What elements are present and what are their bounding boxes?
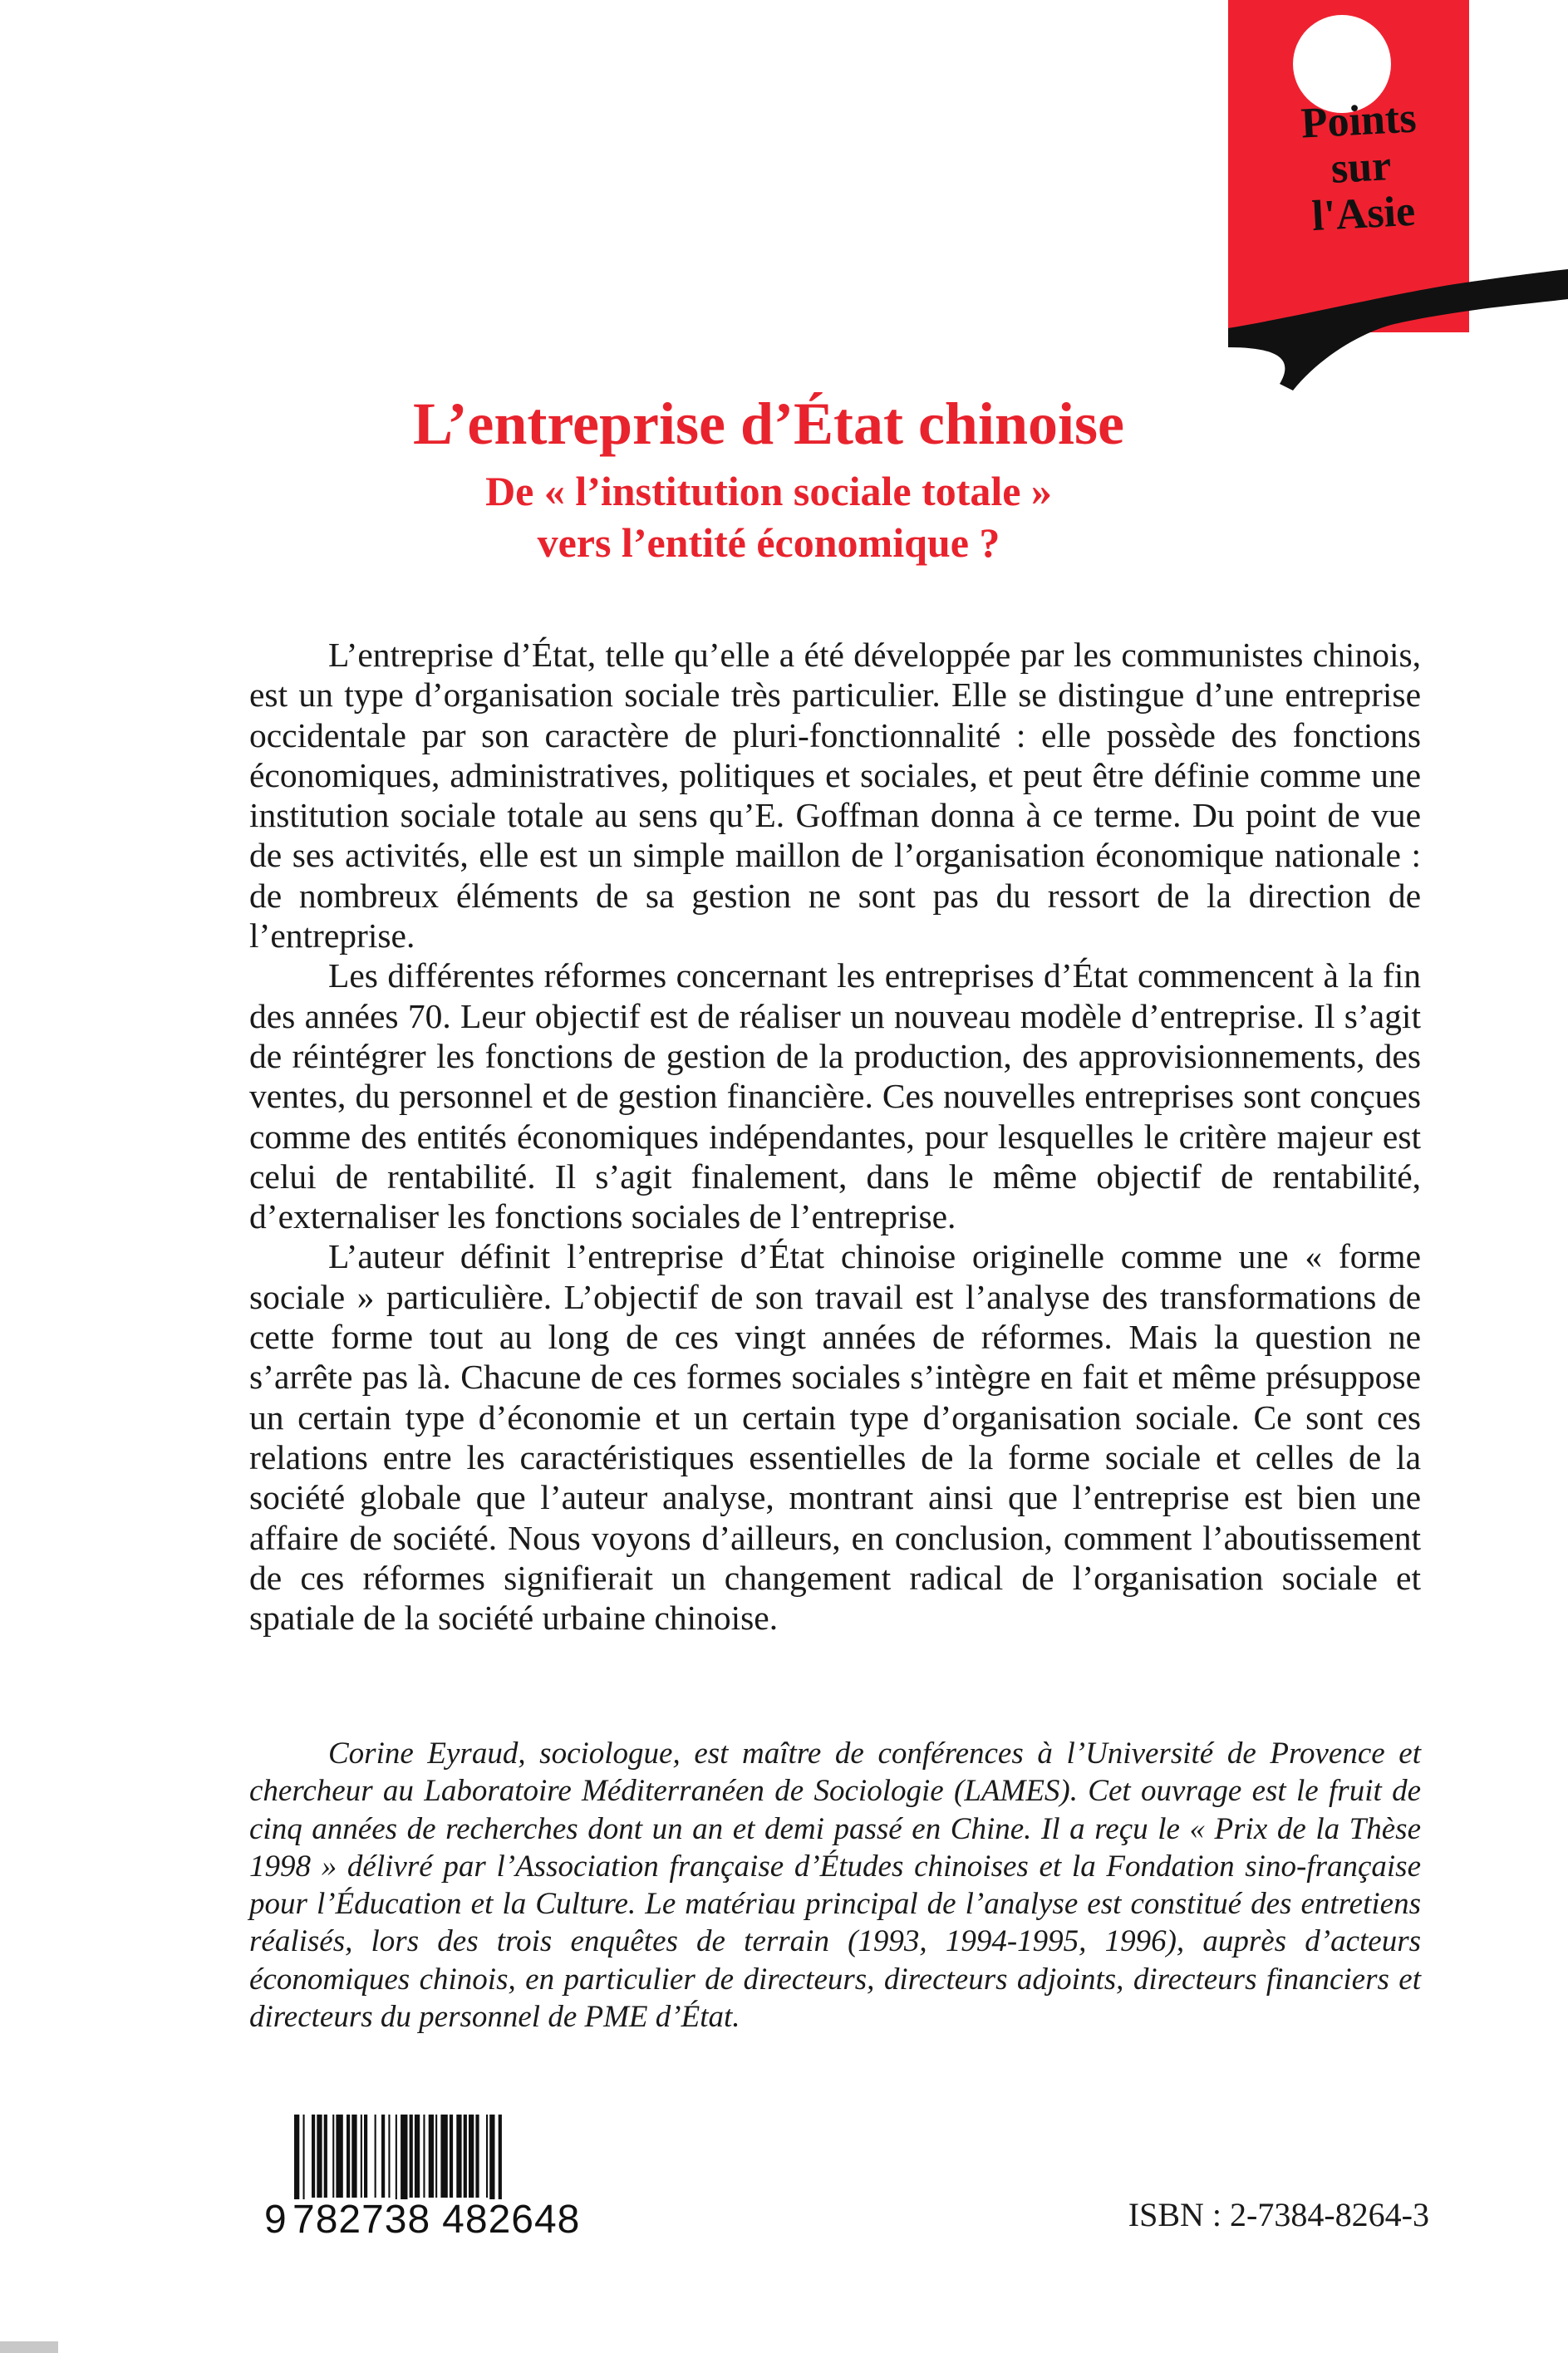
barcode-bar [475, 2115, 479, 2198]
barcode-bar [396, 2115, 397, 2206]
summary-paragraph: L’auteur définit l’entreprise d’État chinoise originelle comme une « forme sociale » particulière. L’objectif de son travail est l’analyse des transformations de cette forme tout au long de ces vingt années de réformes. Mais la question ne s’arrête pas là. Chacune de ces formes sociales s’intègre en fait et même présuppose un certain type d’économie et un certain type d’organisation sociale. Ce sont ces relations entre les caractéristiques essentielles de la forme sociale et celles de la société globale que l’auteur analyse, montrant ainsi que l’entreprise est bien une affaire de société. Nous voyons d’ailleurs, en conclusion, comment l’aboutissement de ces réformes signifierait un changement radical de l’organisation sociale et spatiale de la société urbaine chinoise. [249, 1237, 1421, 1638]
author-bio-text: Corine Eyraud, sociologue, est maître de conférences à l’Université de Provence et chercheur au Laboratoire Méditerranéen de Sociologie (LAMES). Cet ouvrage est le fruit de cinq années de recherches dont un an et demi passé en Chine. Il a reçu le « Prix de la Thèse 1998 » délivré par l’Association française d’Études chinoises et la Fondation sino-française pour l’Éducation et la Culture. Le matériau principal de l’analyse est constitué des entretiens réalisés, lors des trois enquêtes de terrain (1993, 1994-1995, 1996), auprès d’acteurs économiques chinois, en particulier de directeurs, directeurs adjoints, directeurs financiers et directeurs du personnel de PME d’État. [249, 1737, 1421, 2035]
barcode-right-group: 482648 [442, 2198, 581, 2242]
barcode-bar [401, 2115, 407, 2206]
barcode-bar [294, 2115, 299, 2206]
barcode-bar [450, 2115, 453, 2198]
barcode-bar [435, 2115, 437, 2198]
summary-paragraph: Les différentes réformes concernant les entreprises d’État commencent à la fin des années 70. Leur objectif est de réaliser un nouveau modèle d’entreprise. Il s’agit de réintégrer les fonctions de gestion de la production, des approvisionnements, des ventes, du personnel et de gestion financière. Ces nouvelles entreprises sont conçues comme des entités économiques indépendantes, pour lesquelles le critère majeur est celui de rentabilité. Il s’agit finalement, dans le même objectif de rentabilité, d’externaliser les fonctions sociales de l’entreprise. [249, 956, 1421, 1236]
barcode-bar [429, 2115, 434, 2198]
summary-text [249, 635, 1421, 1638]
barcode-bar [440, 2115, 447, 2198]
barcode-bar [361, 2115, 362, 2198]
brush-stroke-icon [1228, 0, 1568, 399]
barcode-bar [375, 2115, 376, 2198]
barcode-bar [410, 2115, 413, 2198]
barcode-bar [464, 2115, 467, 2198]
barcode-lead-digit: 9 [264, 2198, 288, 2242]
page-corner-mark [0, 2341, 58, 2353]
barcode-bar [347, 2115, 350, 2198]
barcode-bar [336, 2115, 342, 2198]
book-title: L’entreprise d’État chinoise [413, 391, 1124, 457]
book-title-block [316, 389, 1221, 568]
author-bio [249, 1735, 1421, 2036]
book-subtitle-line-2: vers l’entité économique ? [537, 519, 1000, 566]
summary-paragraph: L’entreprise d’État, telle qu’elle a été développée par les communistes chinois, est un type d’organisation sociale très particulier. Elle se distingue d’une entreprise occidentale par son caractère de pluri-fonctionnalité : elle possède des fonctions économiques, administratives, politiques et sociales, et peut être définie comme une institution sociale totale au sens qu’E. Goffman donna à ce terme. Du point de vue de ses activités, elle est un simple maillon de l’organisation économique nationale : de nombreux éléments de sa gestion ne sont pas du ressort de la direction de l’entreprise. [249, 636, 1421, 955]
barcode-bars-icon [264, 2115, 630, 2206]
barcode-bar [486, 2115, 488, 2198]
barcode-bar [415, 2115, 420, 2198]
series-name-line-2: sur [1330, 142, 1393, 193]
barcode-bar [364, 2115, 367, 2198]
barcode-bar [351, 2115, 356, 2198]
barcode-bar [499, 2115, 502, 2206]
series-tab [1228, 0, 1469, 332]
book-subtitle-line-1: De « l’institution sociale totale » [485, 468, 1052, 514]
isbn-number: ISBN : 2-7384-8264-3 [1128, 2196, 1429, 2233]
barcode-bar [388, 2115, 390, 2198]
barcode-bar [423, 2115, 425, 2198]
barcode [264, 2115, 630, 2242]
series-name-line-1: Points [1300, 94, 1418, 148]
barcode-bar [317, 2115, 322, 2198]
barcode-bar [489, 2115, 494, 2206]
barcode-bar [381, 2115, 385, 2198]
barcode-bar [324, 2115, 327, 2198]
barcode-bar [303, 2115, 305, 2206]
barcode-left-group: 782738 [292, 2198, 431, 2242]
series-name-line-3: l'Asie [1310, 187, 1417, 241]
barcode-bar [312, 2115, 315, 2198]
barcode-bar [469, 2115, 474, 2198]
barcode-bar [456, 2115, 461, 2198]
barcode-bar [332, 2115, 334, 2198]
barcode-digits [264, 2199, 630, 2241]
